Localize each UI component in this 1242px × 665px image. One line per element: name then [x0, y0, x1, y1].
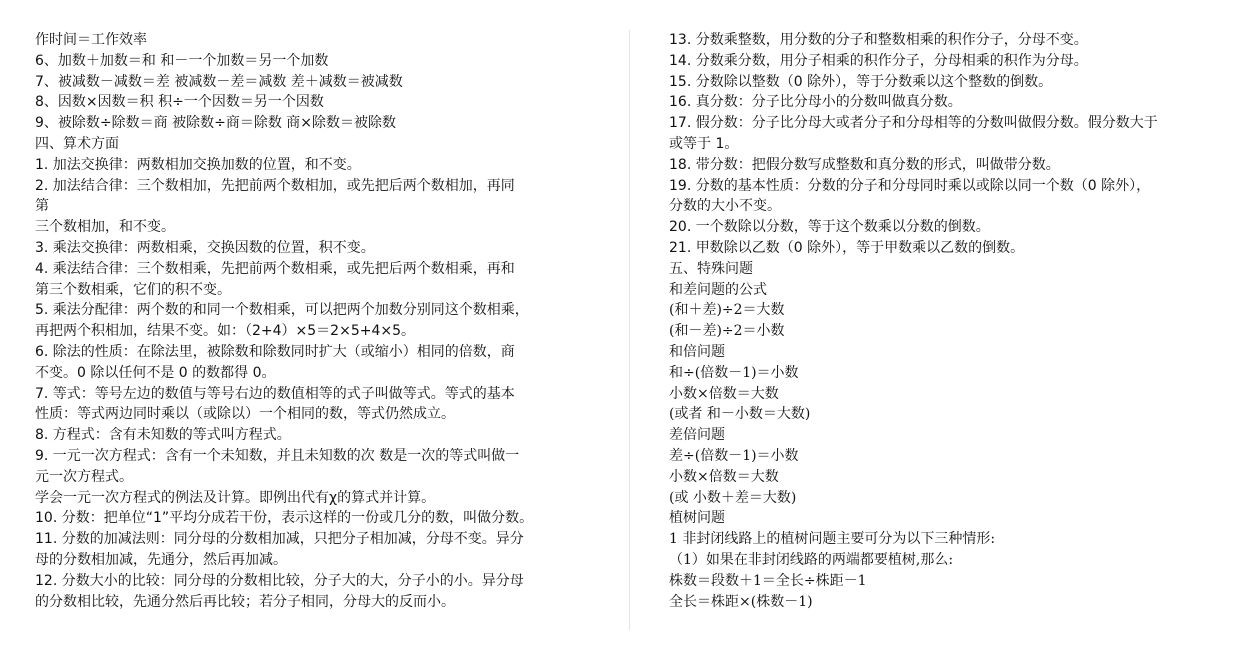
text-line: 三个数相加，和不变。 [35, 219, 175, 236]
text-line: 1 非封闭线路上的植树问题主要可分为以下三种情形: [669, 531, 996, 548]
text-line: 11. 分数的加减法则：同分母的分数相加减，只把分子相加减，分母不变。异分 [35, 531, 524, 548]
text-line: 1. 加法交换律：两数相加交换加数的位置，和不变。 [35, 156, 361, 173]
text-line: 14. 分数乘分数，用分子相乘的积作分子，分母相乘的积作为分母。 [669, 52, 1088, 69]
formula-line: 小数×倍数＝大数 [669, 385, 779, 402]
text-line: 分数的大小不变。 [669, 198, 781, 215]
text-line: 3. 乘法交换律：两数相乘，交换因数的位置，积不变。 [35, 239, 375, 256]
text-line: 学会一元一次方程式的例法及计算。即例出代有χ的算式并计算。 [35, 489, 436, 506]
text-line: 第三个数相乘，它们的积不变。 [35, 281, 231, 298]
left-text-column [35, 30, 595, 612]
text-line: 4. 乘法结合律：三个数相乘，先把前两个数相乘，或先把后两个数相乘，再和 [35, 260, 515, 277]
text-line: 第 [35, 198, 49, 215]
subheading: 和差问题的公式 [669, 281, 767, 298]
text-line: 9. 一元一次方程式：含有一个未知数，并且未知数的次 数是一次的等式叫做一 [35, 447, 520, 464]
text-line: 母的分数相加减，先通分，然后再加减。 [35, 551, 287, 568]
column-divider [629, 30, 630, 630]
text-line: 7. 等式：等号左边的数值与等号右边的数值相等的式子叫做等式。等式的基本 [35, 385, 515, 402]
subheading: 植树问题 [669, 510, 725, 527]
text-line: 8. 方程式：含有未知数的等式叫方程式。 [35, 427, 291, 444]
text-line: 再把两个积相加，结果不变。如：（2+4）×5＝2×5+4×5。 [35, 323, 416, 340]
text-line: 作时间＝工作效率 [35, 32, 147, 48]
text-line: 元一次方程式。 [35, 468, 133, 485]
section-heading: 四、算术方面 [35, 135, 119, 152]
text-line: 18. 带分数：把假分数写成整数和真分数的形式，叫做带分数。 [669, 156, 1060, 173]
text-line: 2. 加法结合律：三个数相加，先把前两个数相加，或先把后两个数相加，再同 [35, 177, 515, 194]
formula-line: 全长＝株距×(株数－1) [669, 593, 813, 610]
formula-line: 小数×倍数＝大数 [669, 468, 779, 485]
text-line: 17. 假分数：分子比分母大或者分子和分母相等的分数叫做假分数。假分数大于 [669, 115, 1158, 132]
formula-line: (或 小数＋差＝大数) [669, 489, 797, 506]
subheading: 差倍问题 [669, 427, 725, 444]
text-line: 9、被除数÷除数＝商 被除数÷商＝除数 商×除数＝被除数 [35, 115, 396, 132]
text-line: 12. 分数大小的比较：同分母的分数相比较，分子大的大，分子小的小。异分母 [35, 572, 524, 589]
right-text-column [669, 30, 1229, 612]
text-line: 20. 一个数除以分数，等于这个数乘以分数的倒数。 [669, 219, 990, 236]
subheading: 和倍问题 [669, 343, 725, 360]
formula-line: 差÷(倍数－1)＝小数 [669, 447, 799, 464]
text-line: 13. 分数乘整数，用分数的分子和整数相乘的积作分子，分母不变。 [669, 32, 1088, 48]
text-line: 19. 分数的基本性质：分数的分子和分母同时乘以或除以同一个数（0 除外）， [669, 177, 1151, 194]
text-line: 10. 分数：把单位“1”平均分成若干份，表示这样的一份或几分的数，叫做分数。 [35, 510, 534, 527]
section-heading: 五、特殊问题 [669, 260, 753, 277]
formula-line: 株数＝段数＋1＝全长÷株距－1 [669, 572, 867, 589]
text-line: 21. 甲数除以乙数（0 除外），等于甲数乘以乙数的倒数。 [669, 239, 1025, 256]
text-line: （1）如果在非封闭线路的两端都要植树,那么: [669, 551, 954, 568]
text-line: 的分数相比较，先通分然后再比较；若分子相同，分母大的反而小。 [35, 593, 455, 610]
formula-line: (或者 和－小数＝大数) [669, 406, 811, 423]
formula-line: (和－差)÷2＝小数 [669, 323, 785, 340]
text-line: 5. 乘法分配律：两个数的和同一个数相乘，可以把两个加数分别同这个数相乘， [35, 302, 529, 319]
text-line: 6、加数＋加数＝和 和－一个加数＝另一个加数 [35, 52, 329, 69]
text-line: 或等于 1。 [669, 135, 739, 152]
text-line: 16. 真分数：分子比分母小的分数叫做真分数。 [669, 94, 962, 111]
text-line: 6. 除法的性质：在除法里，被除数和除数同时扩大（或缩小）相同的倍数，商 [35, 343, 515, 360]
text-line: 7、被减数－减数＝差 被减数－差＝减数 差＋减数＝被减数 [35, 73, 403, 90]
text-line: 15. 分数除以整数（0 除外），等于分数乘以这个整数的倒数。 [669, 73, 1053, 90]
text-line: 性质：等式两边同时乘以（或除以）一个相同的数，等式仍然成立。 [35, 406, 455, 423]
formula-line: (和＋差)÷2＝大数 [669, 302, 785, 319]
formula-line: 和÷(倍数－1)＝小数 [669, 364, 799, 381]
text-line: 不变。0 除以任何不是 0 的数都得 0。 [35, 364, 276, 381]
text-line: 8、因数×因数＝积 积÷一个因数＝另一个因数 [35, 94, 324, 111]
